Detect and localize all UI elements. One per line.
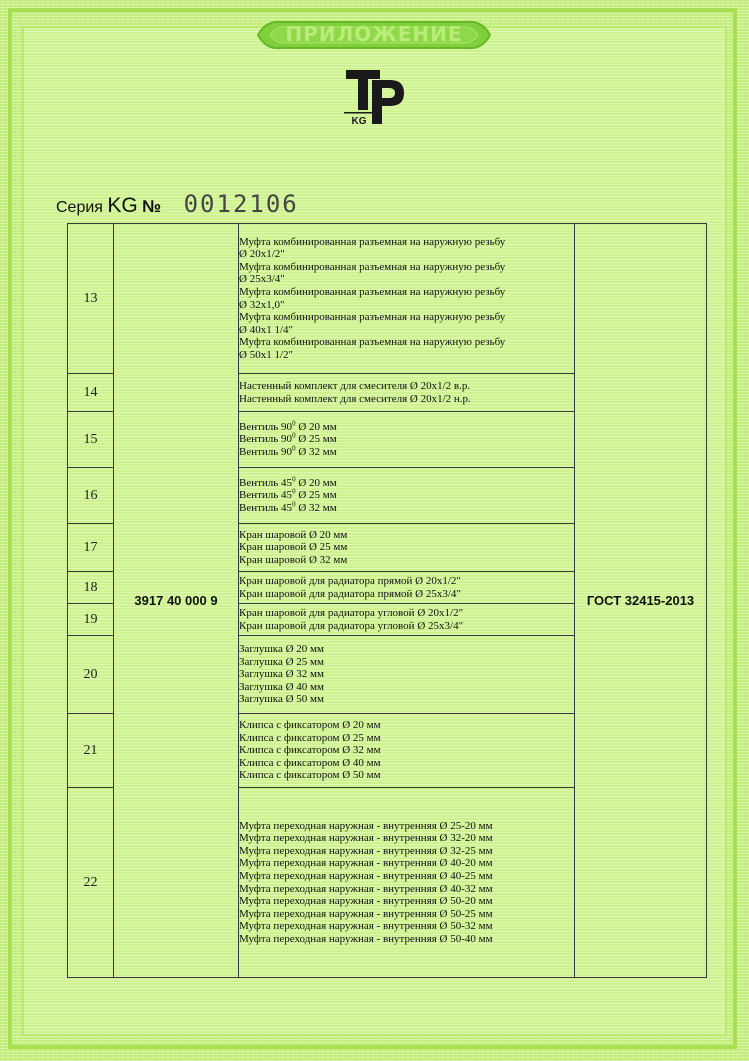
- product-line: Муфта переходная наружная - внутренняя Ø 50-20 мм: [239, 895, 493, 908]
- product-line: Кран шаровой для радиатора угловой Ø 25х3/4": [239, 619, 464, 632]
- product-line: Настенный комплект для смесителя Ø 20х1/2 н.р.: [239, 392, 471, 405]
- products-table: [67, 223, 707, 978]
- product-line: Муфта переходная наружная - внутренняя Ø 50-32 мм: [239, 920, 493, 933]
- product-line: Клипса с фиксатором Ø 25 мм: [239, 731, 381, 744]
- product-line: Кран шаровой Ø 25 мм: [239, 541, 348, 554]
- product-line: Клипса с фиксатором Ø 50 мм: [239, 769, 381, 782]
- degree-sup: 0: [292, 444, 296, 453]
- header-banner: [252, 16, 496, 54]
- product-line: Муфта комбинированная разъемная на наружную резьбу: [239, 311, 506, 324]
- product-description: [239, 788, 575, 978]
- product-line: Муфта переходная наружная - внутренняя Ø 32-20 мм: [239, 832, 493, 845]
- row-number: 20: [68, 636, 114, 714]
- product-line: Кран шаровой для радиатора прямой Ø 20х1/2": [239, 574, 461, 587]
- degree-sup: 0: [292, 487, 296, 496]
- product-name: Вентиль 45: [239, 476, 293, 489]
- product-line: Муфта комбинированная разъемная на наружную резьбу: [239, 235, 506, 248]
- product-name: Вентиль 45: [239, 501, 293, 514]
- product-line: Заглушка Ø 25 мм: [239, 655, 324, 668]
- product-size: Ø 25 мм: [298, 489, 337, 502]
- series-code: KG: [107, 194, 138, 217]
- serial-number: 0012106: [183, 190, 299, 218]
- product-line: Клипса с фиксатором Ø 20 мм: [239, 719, 381, 732]
- series-line: [56, 190, 299, 222]
- product-name: Вентиль 90: [239, 420, 293, 433]
- row-number: 17: [68, 524, 114, 572]
- product-line: Клипса с фиксатором Ø 40 мм: [239, 756, 381, 769]
- product-line: Ø 20х1/2": [239, 248, 285, 261]
- product-name: Вентиль 90: [239, 445, 293, 458]
- product-line: [239, 433, 574, 446]
- product-name: Вентиль 90: [239, 433, 293, 446]
- product-line: Муфта переходная наружная - внутренняя Ø 32-25 мм: [239, 844, 493, 857]
- product-size: Ø 20 мм: [298, 476, 337, 489]
- product-line: Муфта переходная наружная - внутренняя Ø 50-40 мм: [239, 932, 493, 945]
- product-line: Муфта переходная наружная - внутренняя Ø 40-32 мм: [239, 882, 493, 895]
- row-number: 15: [68, 412, 114, 468]
- row-number: 16: [68, 468, 114, 524]
- standard-ref: ГОСТ 32415-2013: [575, 224, 707, 978]
- series-label: Серия: [56, 199, 103, 216]
- product-description: [239, 714, 575, 788]
- product-line: Муфта комбинированная разъемная на наружную резьбу: [239, 260, 506, 273]
- product-line: Муфта комбинированная разъемная на наружную резьбу: [239, 336, 506, 349]
- product-size: Ø 25 мм: [298, 433, 337, 446]
- product-line: Муфта переходная наружная - внутренняя Ø 40-20 мм: [239, 857, 493, 870]
- product-description: [239, 524, 575, 572]
- product-line: Ø 32х1,0": [239, 298, 285, 311]
- row-number: 21: [68, 714, 114, 788]
- product-line: Муфта переходная наружная - внутренняя Ø 25-20 мм: [239, 819, 493, 832]
- product-line: Заглушка Ø 32 мм: [239, 668, 324, 681]
- degree-sup: 0: [292, 500, 296, 509]
- degree-sup: 0: [292, 431, 296, 440]
- product-description: [239, 636, 575, 714]
- product-line: [239, 489, 574, 502]
- product-line: Муфта комбинированная разъемная на наружную резьбу: [239, 285, 506, 298]
- product-line: Ø 50х1 1/2": [239, 348, 293, 361]
- product-line: Настенный комплект для смесителя Ø 20х1/2 в.р.: [239, 379, 471, 392]
- product-line: Кран шаровой Ø 32 мм: [239, 553, 348, 566]
- product-line: Муфта переходная наружная - внутренняя Ø 50-25 мм: [239, 907, 493, 920]
- product-size: Ø 32 мм: [298, 501, 337, 514]
- header-title: ПРИЛОЖЕНИЕ: [285, 22, 463, 46]
- product-name: Вентиль 45: [239, 489, 293, 502]
- degree-sup: 0: [292, 474, 296, 483]
- product-line: Заглушка Ø 50 мм: [239, 693, 324, 706]
- product-line: Муфта переходная наружная - внутренняя Ø 40-25 мм: [239, 869, 493, 882]
- row-number: 18: [68, 572, 114, 604]
- logo-sub-text: KG: [351, 116, 367, 127]
- product-line: [239, 418, 574, 434]
- product-description: [239, 412, 575, 468]
- product-size: Ø 20 мм: [298, 420, 337, 433]
- product-line: Заглушка Ø 20 мм: [239, 643, 324, 656]
- product-line: Ø 25х3/4": [239, 273, 285, 286]
- row-number: 19: [68, 604, 114, 636]
- product-description: [239, 572, 575, 604]
- row-number: 13: [68, 224, 114, 374]
- product-description: [239, 604, 575, 636]
- product-line: [239, 446, 574, 459]
- product-line: Клипса с фиксатором Ø 32 мм: [239, 744, 381, 757]
- product-description: [239, 224, 575, 374]
- row-number: 14: [68, 374, 114, 412]
- tr-logo-icon: [340, 66, 410, 128]
- product-line: Заглушка Ø 40 мм: [239, 680, 324, 693]
- product-line: [239, 474, 574, 490]
- product-line: Кран шаровой Ø 20 мм: [239, 528, 348, 541]
- tn-ved-code: 3917 40 000 9: [114, 224, 239, 978]
- number-sign: №: [142, 197, 162, 216]
- row-number: 22: [68, 788, 114, 978]
- product-line: Кран шаровой для радиатора угловой Ø 20х1/2": [239, 606, 464, 619]
- product-line: Кран шаровой для радиатора прямой Ø 25х3/4": [239, 587, 461, 600]
- degree-sup: 0: [292, 418, 296, 427]
- product-description: [239, 468, 575, 524]
- product-description: [239, 374, 575, 412]
- product-line: Ø 40х1 1/4": [239, 323, 293, 336]
- product-line: [239, 502, 574, 515]
- table-row: [68, 224, 707, 374]
- product-size: Ø 32 мм: [298, 445, 337, 458]
